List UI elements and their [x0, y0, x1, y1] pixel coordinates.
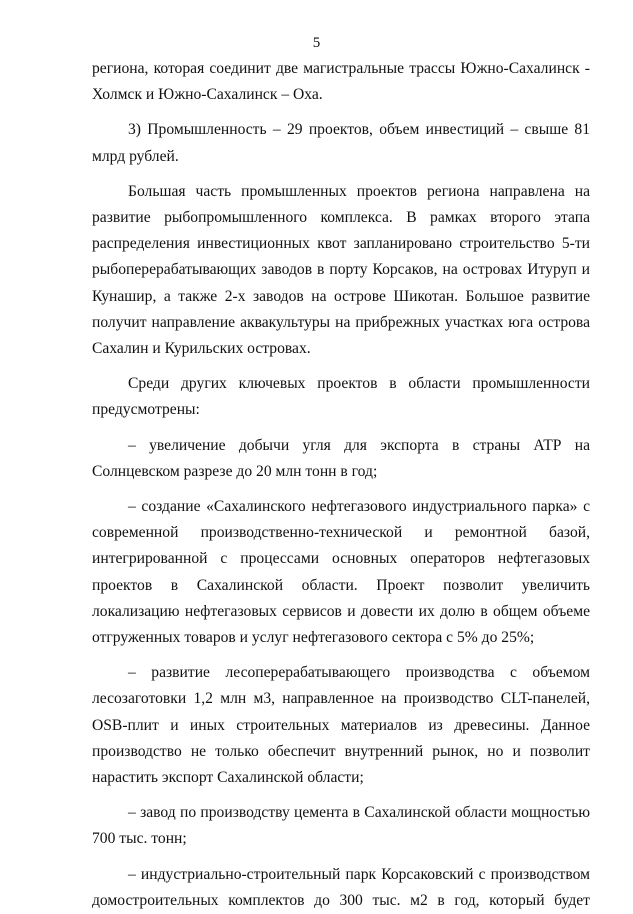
paragraph-continuation: региона, которая соединит две магистральные трассы Южно-Сахалинск - Холмск и Южно-Сахалинск – Оха.	[92, 60, 590, 104]
paragraph-fishery-projects: Большая часть промышленных проектов региона направлена на развитие рыбопромышленного комплекса. В рамках второго этапа распределения инвестиционных квот запланировано строительство 5-ти рыбоперерабатывающих заводов в порту Корсаков, на островах Итуруп и Кунашир, а также 2-х заводов на острове Шикотан. Большое развитие получит направление аквакультуры на прибрежных участках юга острова Сахалин и Курильских островах.	[92, 182, 590, 358]
list-item-timber-processing: – развитие лесоперерабатывающего производства с объемом лесозаготовки 1,2 млн м3, направленное на производство CLT-панелей, OSB-плит и иных строительных материалов из древесины. Данное производство не только обеспечит внутренний рынок, но и позволит нарастить экспорт Сахалинской области;	[92, 664, 590, 787]
paragraph-key-projects-intro: Среди других ключевых проектов в области промышленности предусмотрены:	[92, 375, 590, 419]
list-item-oil-gas-park: – создание «Сахалинского нефтегазового индустриального парка» с современной производственно-технической и ремонтной базой, интегрированной с процессами основных операторов нефтегазовых проектов в Сахалинской области. Проект позволит увеличить локализацию нефтегазовых сервисов и довести их долю в общем объеме отгруженных товаров и услуг нефтегазового сектора с 5% до 25%;	[92, 498, 590, 647]
page-number: 5	[312, 35, 321, 51]
paragraph-industry-summary: 3) Промышленность – 29 проектов, объем инвестиций – свыше 81 млрд рублей.	[92, 121, 590, 165]
page-body	[92, 56, 590, 914]
list-item-cement-plant: – завод по производству цемента в Сахалинской области мощностью 700 тыс. тонн;	[92, 804, 590, 848]
list-item-korsakov-park: – индустриально-строительный парк Корсаковский с производством домостроительных комплектов до 300 тыс. м2 в год, который будет	[92, 865, 590, 909]
list-item-coal-mining: – увеличение добычи угля для экспорта в страны АТР на Солнцевском разрезе до 20 млн тонн в год;	[92, 436, 590, 480]
